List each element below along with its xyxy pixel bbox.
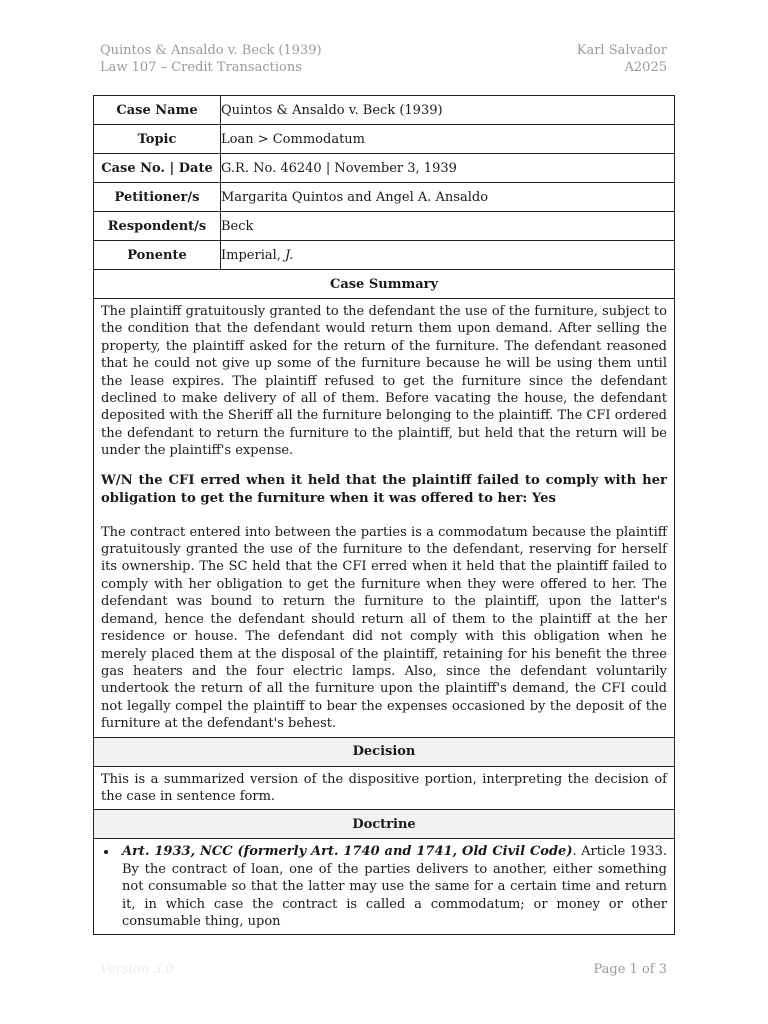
doctrine-list <box>94 839 674 934</box>
detail-label: Topic <box>94 125 221 154</box>
detail-label: Ponente <box>94 241 221 270</box>
header-author: Karl Salvador <box>576 43 667 58</box>
detail-row-petitioners <box>94 183 675 212</box>
detail-label: Case Name <box>94 96 221 125</box>
footer-version: Version 3.0 <box>100 962 174 977</box>
detail-row-case-name <box>94 96 675 125</box>
section-row-case-summary <box>94 270 675 299</box>
section-heading-case-summary: Case Summary <box>94 270 675 299</box>
doctrine-text: . Article 1933. By the contract of loan, one of the parties delivers to another, either something not consumable so that the latter may use the same for a certain time and return it, in which case the contract is called a commodatum; or money or other consumable thing, upon <box>122 844 667 929</box>
section-row-decision <box>94 737 675 766</box>
section-heading-decision: Decision <box>94 737 675 766</box>
summary-body-content <box>94 299 674 737</box>
detail-label: Respondent/s <box>94 212 221 241</box>
summary-body-row <box>94 299 675 738</box>
detail-value: Loan > Commodatum <box>221 125 675 154</box>
summary-body <box>94 299 675 738</box>
header-case-title: Quintos & Ansaldo v. Beck (1939) <box>100 43 322 58</box>
doctrine-article: Art. 1933, NCC (formerly Art. 1740 and 1741, Old Civil Code) <box>122 844 573 860</box>
decision-body <box>94 766 675 810</box>
facts-paragraph: The plaintiff gratuitously granted to the defendant the use of the furniture, subject to the condition that the defendant would return them upon demand. After selling the property, the plaintiff asked for the return of the furniture. The defendant reasoned that he could not give up some of the furniture because he will be using them until the lease expires. The plaintiff refused to get the furniture since the defendant declined to make delivery of all of them. Before vacating the house, the defendant deposited with the Sheriff all the furniture belonging to the plaintiff. The CFI ordered the defendant to return the furniture to the plaintiff, but held that the return will be under the plaintiff's expense. <box>101 304 667 459</box>
header-section: A2025 <box>624 60 667 75</box>
ruling-paragraph: The contract entered into between the parties is a commodatum because the plaintiff gratuitously granted the use of the furniture to the defendant, reserving for herself its ownership. The SC held that the CFI erred when it held that the plaintiff failed to comply with her obligation to get the furniture when they were offered to her. The defendant was bound to return the furniture to the plaintiff, upon the latter's demand, hence the defendant should return all of them to the plaintiff at the her residence or house. The defendant did not comply with this obligation when he merely placed them at the disposal of the plaintiff, retaining for his benefit the three gas heaters and the four electric lamps. Also, since the defendant voluntarily undertook the return of all the furniture upon the plaintiff's demand, the CFI could not legally compel the plaintiff to bear the expenses occasioned by the deposit of the furniture at the defendant's behest. <box>101 524 667 732</box>
doctrine-item <box>118 843 667 930</box>
page-header-right <box>577 42 667 76</box>
header-course: Law 107 – Credit Transactions <box>100 60 302 75</box>
decision-body-row <box>94 766 675 810</box>
detail-value: Margarita Quintos and Angel A. Ansaldo <box>221 183 675 212</box>
ponente-name: Imperial, <box>221 247 286 263</box>
detail-value: G.R. No. 46240 | November 3, 1939 <box>221 154 675 183</box>
decision-paragraph: This is a summarized version of the dispositive portion, interpreting the decision of the case in sentence form. <box>101 771 667 804</box>
detail-row-topic <box>94 125 675 154</box>
footer-page-number: Page 1 of 3 <box>593 962 667 977</box>
case-digest-table <box>93 95 675 935</box>
doctrine-body-row <box>94 839 675 935</box>
doctrine-body <box>94 839 675 935</box>
ponente-suffix: J. <box>285 247 294 263</box>
detail-value <box>221 241 675 270</box>
detail-label: Petitioner/s <box>94 183 221 212</box>
issue-statement: W/N the CFI erred when it held that the plaintiff failed to comply with her obligation to get the furniture when it was offered to her: Yes <box>101 472 667 506</box>
section-row-doctrine <box>94 810 675 839</box>
detail-row-respondents <box>94 212 675 241</box>
detail-row-case-no-date <box>94 154 675 183</box>
section-heading-doctrine: Doctrine <box>94 810 675 839</box>
detail-value: Quintos & Ansaldo v. Beck (1939) <box>221 96 675 125</box>
detail-value: Beck <box>221 212 675 241</box>
detail-row-ponente <box>94 241 675 270</box>
page-header-left <box>100 42 322 76</box>
detail-label: Case No. | Date <box>94 154 221 183</box>
